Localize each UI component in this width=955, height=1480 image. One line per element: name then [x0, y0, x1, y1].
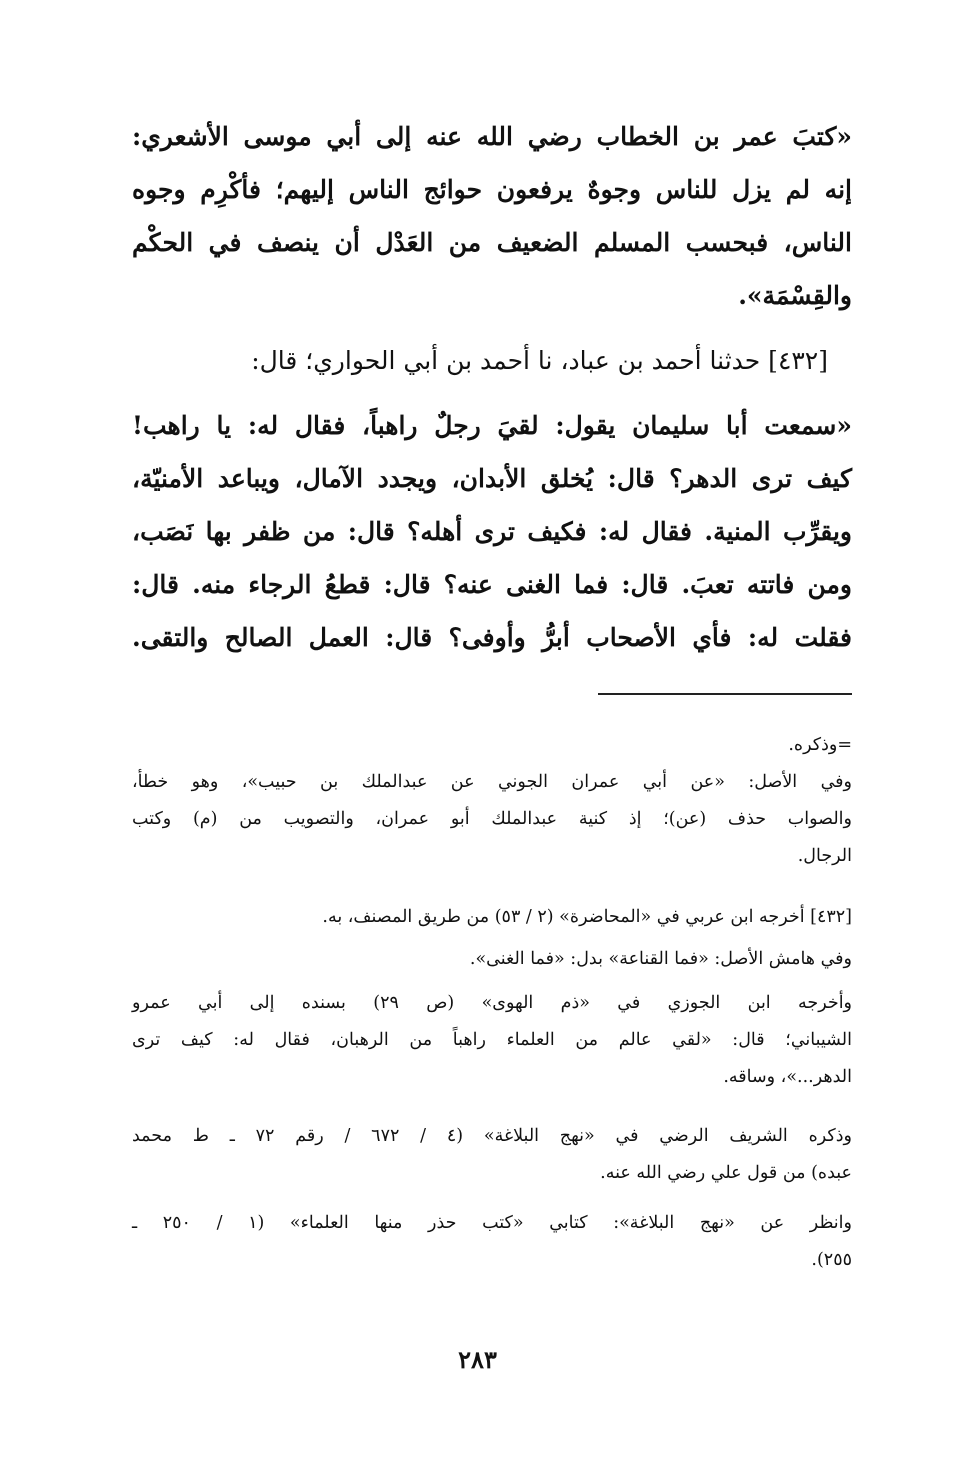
text-line: [٤٣٢] حدثنا أحمد بن عباد، نا أحمد بن أبي الحواري؛ قال: [251, 346, 828, 375]
footnote-432-source [132, 899, 852, 936]
text-line: ويقرِّب المنية. فقال له: فكيف ترى أهله؟ قال: من ظفر بها نَصَب، [132, 517, 852, 546]
text-line: كيف ترى الدهر؟ قال: يُخلق الأبدان، ويجدد الآمال، ويباعد الأمنيّة، [132, 464, 852, 493]
text-line: «سمعت أبا سليمان يقول: لقيَ رجلٌ راهباً، فقال له: يا راهب! [132, 411, 852, 440]
text-line: =وذكره. [788, 735, 852, 755]
footnote-continuation [132, 727, 852, 764]
text-line: وانظر عن «نهج البلاغة»: كتابي «كتب حذر منها العلماء» (١ / ٢٥٠ ـ [132, 1213, 852, 1233]
text-line: وفي الأصل: «عن أبي عمران الجوني عن عبدالملك بن حبيب»، وهو خطأ، [132, 772, 852, 792]
text-line: والصواب حذف (عن)؛ إذ كنية عبدالملك أبو عمران، والتصويب من (م) وكتب [132, 809, 852, 829]
footnote-separator [598, 693, 852, 695]
quote-monk-dialogue [132, 399, 852, 664]
text-line: عبده) من قول علي رضي الله عنه. [600, 1163, 852, 1183]
footnote-see-also [132, 1205, 852, 1279]
text-line: والقِسْمَة». [738, 281, 852, 310]
text-line: الشيباني؛ قال: «لقي عالم من العلماء راهباً من الرهبان، فقال له: كيف ترى [132, 1030, 852, 1050]
narration-chain-432 [132, 334, 852, 387]
footnote-nahj-balagha [132, 1118, 852, 1192]
text-line: [٤٣٢] أخرجه ابن عربي في «المحاضرة» (٢ / ٥٣) من طريق المصنف، به. [322, 907, 852, 927]
text-line: ومن فاتته تعبَ. قال: فما الغنى عنه؟ قال: قطعُ الرجاء منه. قال: [132, 570, 852, 599]
text-line: إنه لم يزل للناس وجوهٌ يرفعون حوائج الناس إليهم؛ فأكْرِم وجوه [132, 175, 852, 204]
text-line: وأخرجه ابن الجوزي في «ذم الهوى» (ص ٢٩) بسنده إلى أبي عمرو [132, 993, 853, 1013]
text-line: فقلت له: فأي الأصحاب أبرُّ وأوفى؟ قال: العمل الصالح والتقى. [132, 623, 852, 652]
text-line: الناس، فبحسب المسلم الضعيف من العَدْل أن ينصف في الحكْم [132, 228, 852, 257]
text-line: «كتبَ عمر بن الخطاب رضي الله عنه إلى أبي موسى الأشعري: [132, 122, 852, 151]
text-line: وذكره الشريف الرضي في «نهج البلاغة» (٤ / ٦٧٢ / رقم ٧٢ ـ ط محمد [132, 1126, 852, 1146]
page-number: ٢٨٣ [458, 1345, 497, 1374]
footnote-original-note [132, 764, 852, 875]
text-line: وفي هامش الأصل: «فما القناعة» بدل: «فما الغنى». [469, 949, 852, 969]
text-line: الرجال. [797, 846, 852, 866]
quote-umar-letter [132, 110, 852, 322]
footnote-margin-note [132, 941, 852, 978]
text-line: الدهر...»، وساقه. [723, 1067, 852, 1087]
text-line: ٢٥٥). [811, 1250, 852, 1270]
footnote-ibn-jawzi [132, 985, 852, 1096]
